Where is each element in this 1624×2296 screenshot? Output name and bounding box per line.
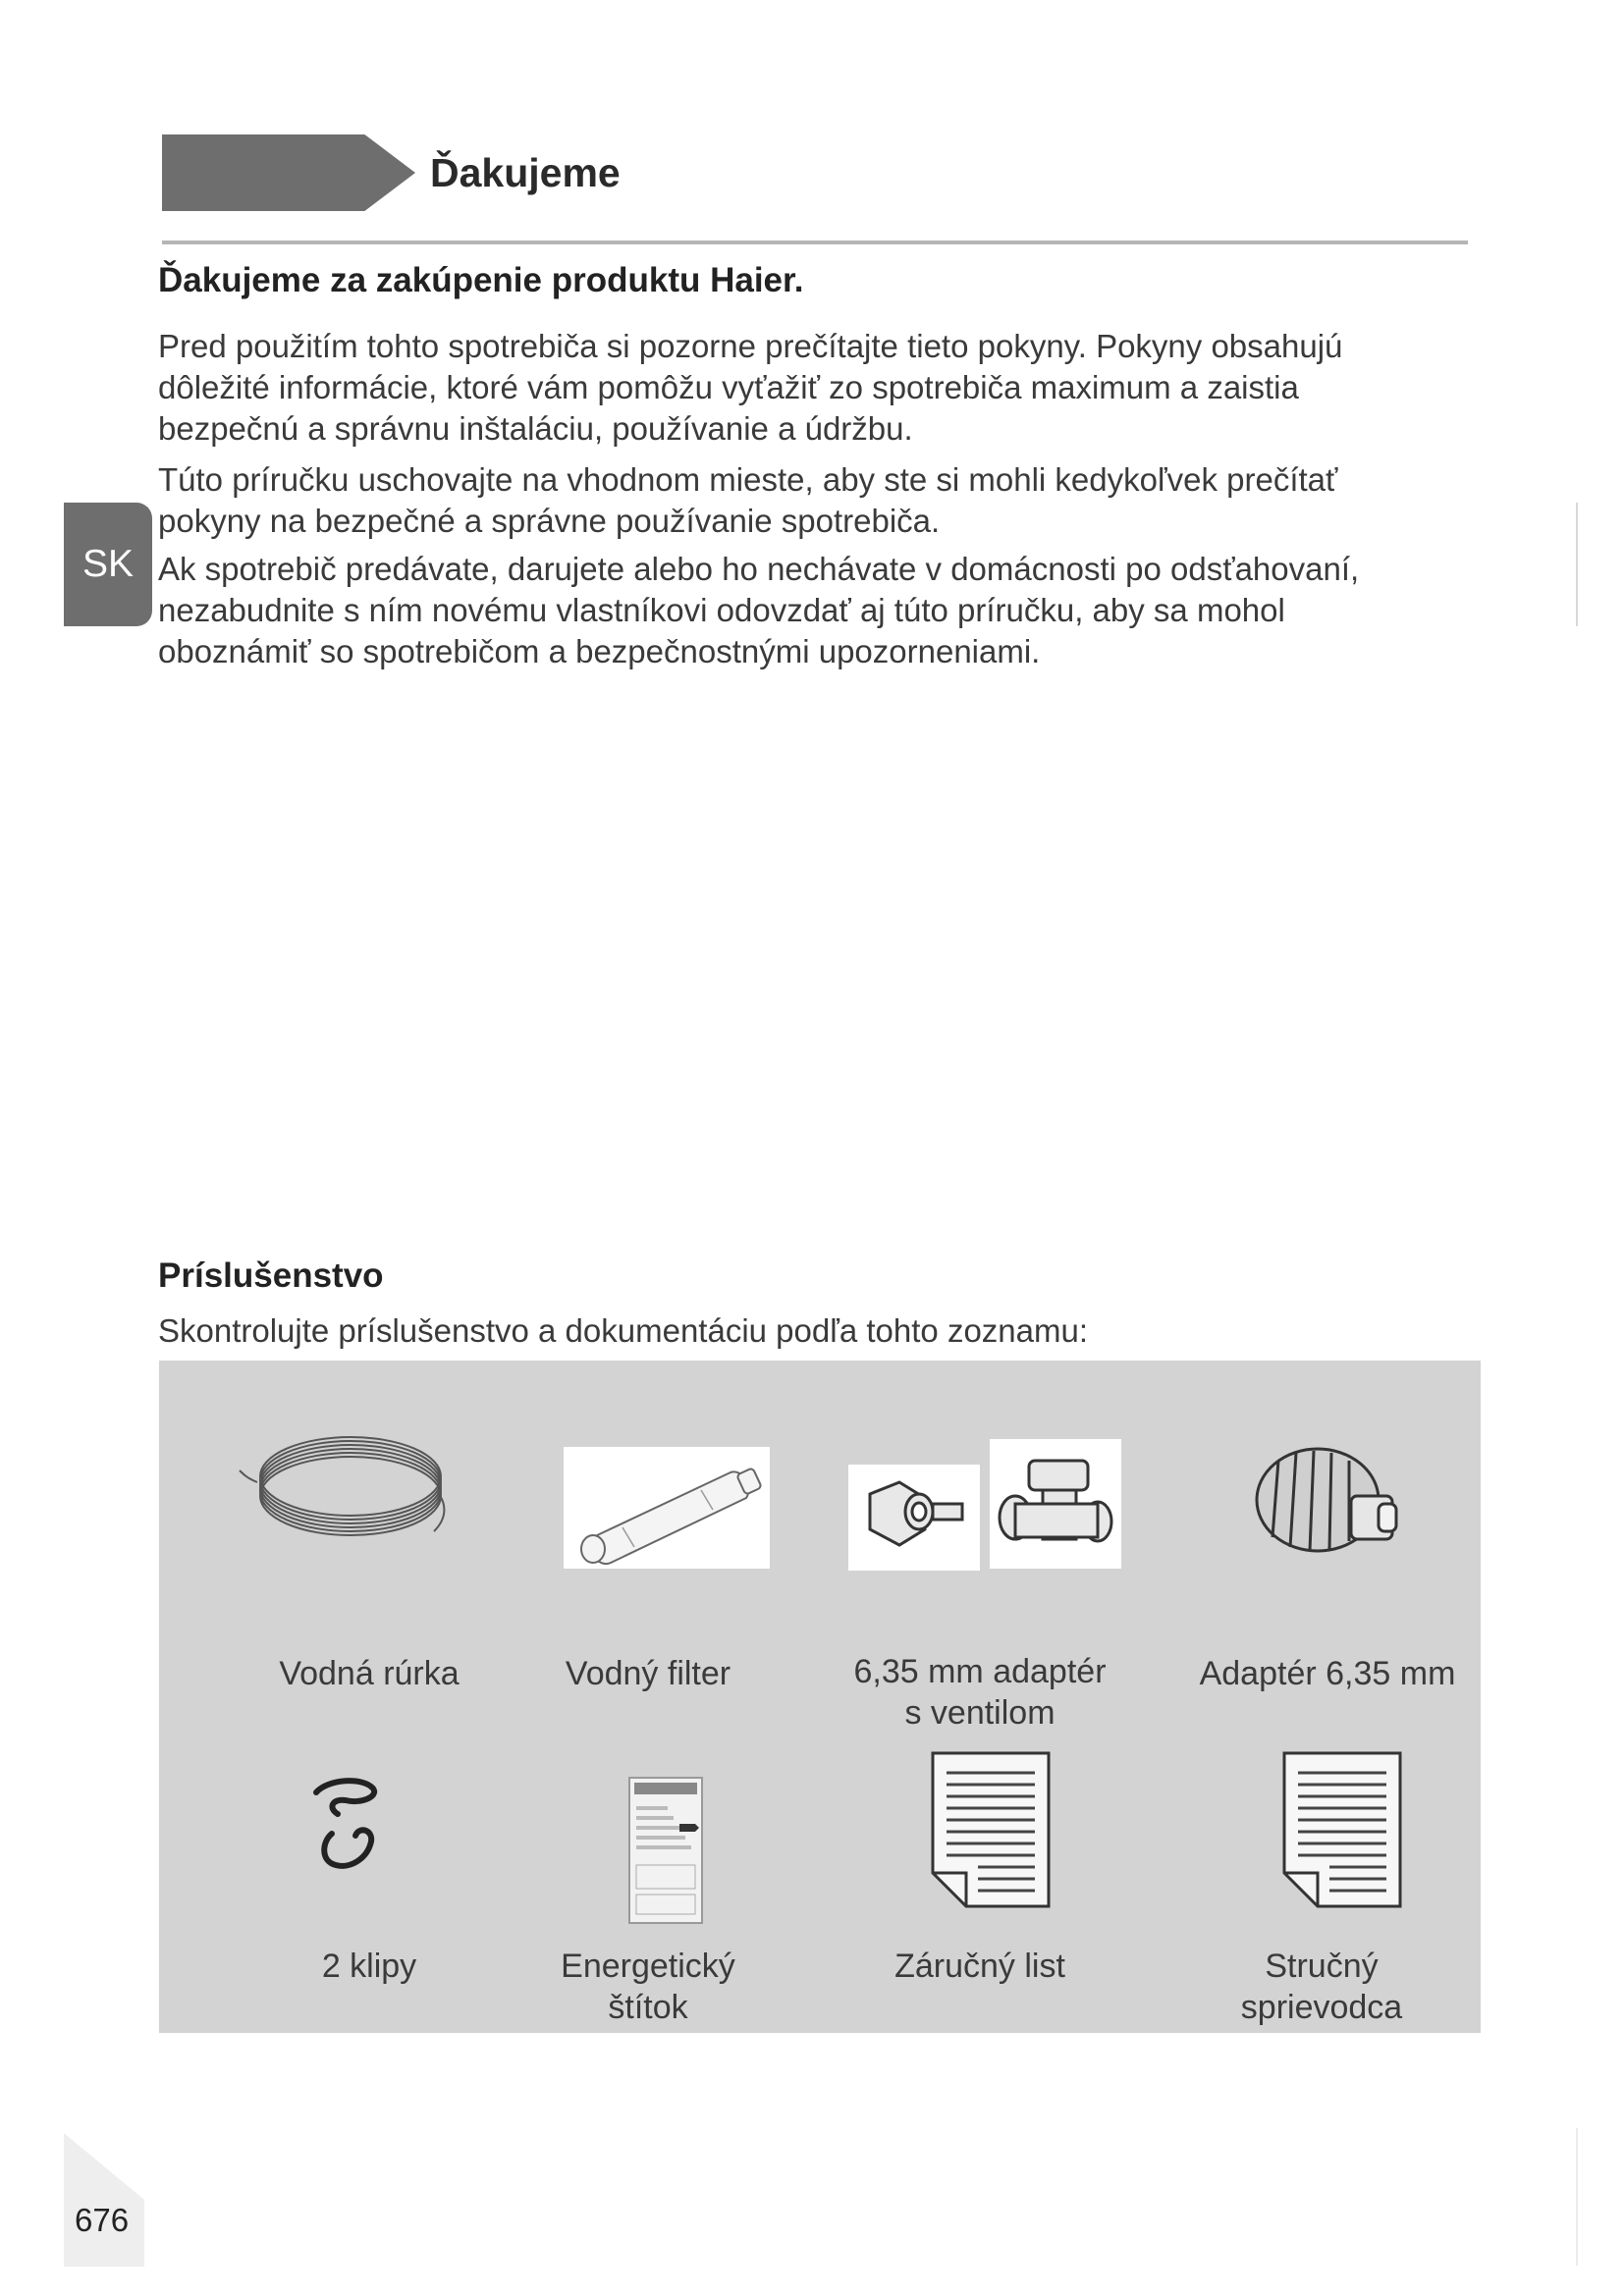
thanks-paragraph-1: [158, 326, 1493, 450]
thanks-heading: Ďakujeme za zakúpenie produktu Haier.: [158, 261, 804, 299]
accessories-intro: Skontrolujte príslušenstvo a dokumentáciu podľa tohto zoznamu:: [158, 1312, 1089, 1349]
text-line: Túto príručku uschovajte na vhodnom mieste, aby ste si mohli kedykoľvek prečítať: [158, 461, 1338, 498]
accessory-label-water-tube: [212, 1653, 526, 1694]
accessory-label-adapter: [1170, 1653, 1485, 1694]
accessory-label-water-filter: [491, 1653, 805, 1694]
accessory-label-warranty: [823, 1946, 1137, 1987]
valve-icon: [990, 1439, 1121, 1569]
accessory-label-quick-guide: [1164, 1946, 1479, 2028]
header-arrow-banner: [162, 134, 415, 211]
text-line: bezpečnú a správnu inštaláciu, používanie a údržbu.: [158, 410, 913, 447]
text-line: Ak spotrebič predávate, darujete alebo ho nechávate v domácnosti po odsťahovaní,: [158, 551, 1360, 587]
accessory-label-line: Energetický: [561, 1948, 735, 1985]
page-number: 676: [75, 2202, 130, 2238]
text-line: nezabudnite s ním novému vlastníkovi odovzdať aj túto príručku, aby sa mohol: [158, 592, 1285, 628]
right-margin-mark: [1576, 503, 1578, 626]
accessories-heading: Príslušenstvo: [158, 1256, 384, 1295]
text-line: oboznámiť so spotrebičom a bezpečnostnými upozorneniami.: [158, 633, 1041, 669]
text-line: Pred použitím tohto spotrebiča si pozorne prečítajte tieto pokyny. Pokyny obsahujú: [158, 328, 1343, 364]
accessory-label-clips: [212, 1946, 526, 1987]
right-footer-mark: [1576, 2128, 1578, 2266]
accessories-panel: [159, 1361, 1481, 2033]
accessory-label-line: Stručný: [1265, 1948, 1379, 1985]
energy-label-icon: [628, 1777, 703, 1924]
header-divider: [162, 240, 1468, 244]
thanks-paragraph-3: [158, 549, 1493, 672]
accessory-label-line: Záručný list: [894, 1948, 1065, 1985]
quick-guide-document-icon: [1278, 1751, 1406, 1908]
accessory-label-line: 6,35 mm adaptér: [853, 1653, 1107, 1690]
accessory-label-energy-label: [491, 1946, 805, 2028]
accessory-label-line: sprievodca: [1240, 1989, 1403, 2026]
thanks-paragraph-2: [158, 459, 1493, 542]
text-line: dôležité informácie, ktoré vám pomôžu vyťažiť zo spotrebiča maximum a zaistia: [158, 369, 1299, 405]
accessory-label-line: štítok: [608, 1989, 688, 2026]
accessory-label-line: s ventilom: [904, 1694, 1056, 1732]
accessory-label-line: 2 klipy: [321, 1948, 417, 1985]
accessory-label-adapter-valve: [823, 1651, 1137, 1734]
language-tab: SK: [64, 503, 152, 626]
adapter-icon: [1249, 1439, 1406, 1571]
accessory-label-line: Adaptér 6,35 mm: [1199, 1655, 1456, 1692]
warranty-document-icon: [927, 1751, 1055, 1908]
accessory-label-line: Vodná rúrka: [279, 1655, 460, 1692]
clips-icon: [298, 1771, 387, 1879]
page-corner-tab: [64, 2133, 144, 2267]
page-title: Ďakujeme: [430, 150, 621, 195]
water-tube-coil-icon: [238, 1435, 454, 1553]
water-filter-icon: [564, 1447, 770, 1569]
accessory-label-line: Vodný filter: [565, 1655, 731, 1692]
adapter-with-valve-icon: [848, 1465, 980, 1571]
text-line: pokyny na bezpečné a správne používanie spotrebiča.: [158, 503, 941, 539]
